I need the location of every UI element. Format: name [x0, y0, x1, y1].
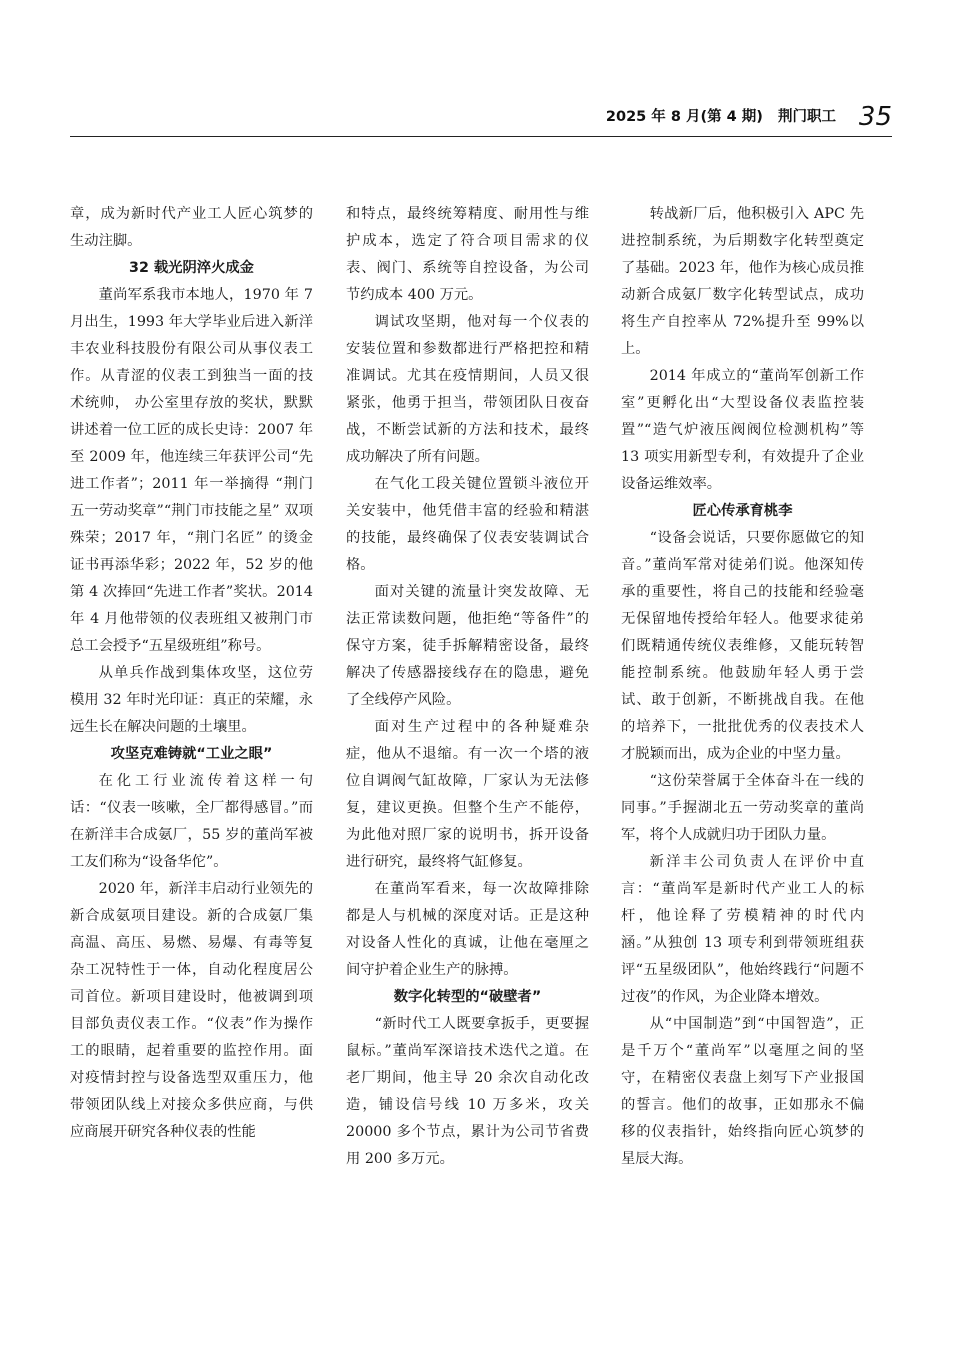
column-3: [621, 201, 864, 1173]
paragraph: “这份荣誉属于全体奋斗在一线的同事。”手握湖北五一劳动奖章的董尚军，将个人成就归功于团队力量。: [621, 773, 864, 843]
section-heading: 攻坚克难铸就“工业之眼”: [110, 746, 273, 762]
paragraph: 调试攻坚期，他对每一个仪表的安装位置和参数都进行严格把控和精准调试。尤其在疫情期间，人员又很紧张，他勇于担当，带领团队日夜奋战，不断尝试新的方法和技术，最终成功解决了所有问题。: [346, 314, 589, 465]
column-1: [70, 201, 313, 1146]
paragraph: 2014 年成立的“董尚军创新工作室”更孵化出“大型设备仪表监控装置”“造气炉液压阀阀位检测机构”等 13 项实用新型专利，有效提升了企业设备运维效率。: [621, 368, 864, 492]
paragraph: 从“中国制造”到“中国智造”，正是千万个“董尚军”以毫厘之间的坚守，在精密仪表盘上刻写下产业报国的誓言。他们的故事，正如那永不偏移的仪表指针，始终指向匠心筑梦的星辰大海。: [621, 1016, 864, 1167]
paragraph: 董尚军系我市本地人，1970 年 7 月出生，1993 年大学毕业后进入新洋丰农业科技股份有限公司从事仪表工作。从青涩的仪表工到独当一面的技术统帅， 办公室里存放的奖状，默默讲述着一位工匠的成长史诗：2007 年至 2009 年，他连续三年获评公司“先进工作者”；2011 年一举摘得 “荆门五一劳动奖章”“荆门市技能之星” 双项殊荣；2017 年，“荆门名匠” 的烫金证书再添华彩；2022 年，52 岁的他第 4 次捧回“先进工作者”奖状。2014 年 4 月他带领的仪表班组又被荆门市总工会授予“五星级班组”称号。: [70, 287, 313, 654]
journal-name: 荆门职工: [778, 109, 836, 125]
section-heading: 32 载光阴淬火成金: [129, 260, 254, 276]
paragraph: “新时代工人既要拿扳手，更要握鼠标。”董尚军深谙技术迭代之道。在老厂期间，他主导 20 余次自动化改造，铺设信号线 10 万多米，攻关 20000 多个节点，累计为公司节省费用 200 多万元。: [346, 1016, 589, 1167]
paragraph: 新洋丰公司负责人在评价中直言：“董尚军是新时代产业工人的标杆，他诠释了劳模精神的时代内涵。”从独创 13 项专利到带领班组获评“五星级团队”，他始终践行“问题不过夜”的作风，为企业降本增效。: [621, 854, 864, 1005]
paragraph: “设备会说话，只要你愿做它的知音。”董尚军常对徒弟们说。他深知传承的重要性，将自己的技能和经验毫无保留地传授给年轻人。他要求徒弟们既精通传统仪表维修，又能玩转智能控制系统。他鼓励年轻人勇于尝试、敢于创新，不断挑战自我。在他的培养下，一批批优秀的仪表技术人才脱颖而出，成为企业的中坚力量。: [621, 530, 864, 762]
paragraph: 在化工行业流传着这样一句话：“仪表一咳嗽，全厂都得感冒。”而在新洋丰合成氨厂，55 岁的董尚军被工友们称为“设备华佗”。: [70, 773, 313, 870]
page-number: 35: [858, 102, 892, 132]
paragraph: 面对生产过程中的各种疑难杂症，他从不退缩。有一次一个塔的液位自调阀气缸故障，厂家认为无法修复，建议更换。但整个生产不能停，为此他对照厂家的说明书，拆开设备进行研究，最终将气缸修复。: [346, 719, 589, 870]
section-heading: 匠心传承育桃李: [692, 503, 793, 519]
issue-date: 2025 年 8 月(第 4 期): [605, 109, 763, 125]
paragraph: 2020 年，新洋丰启动行业领先的新合成氨项目建设。新的合成氨厂集高温、高压、易燃、易爆、有毒等复杂工况特性于一体，自动化程度居公司首位。新项目建设时，他被调到项目部负责仪表工作。“仪表”作为操作工的眼睛，起着重要的监控作用。面对疫情封控与设备选型双重压力，他带领团队线上对接众多供应商，与供应商展开研究各种仪表的性能: [70, 881, 313, 1140]
column-2: [346, 201, 589, 1173]
paragraph: 和特点，最终统筹精度、耐用性与维护成本，选定了符合项目需求的仪表、阀门、系统等自控设备，为公司节约成本 400 万元。: [346, 206, 589, 303]
paragraph: 章，成为新时代产业工人匠心筑梦的生动注脚。: [70, 206, 313, 249]
paragraph: 从单兵作战到集体攻坚，这位劳模用 32 年时光印证：真正的荣耀，永远生长在解决问题的土壤里。: [70, 665, 313, 735]
paragraph: 转战新厂后，他积极引入 APC 先进控制系统，为后期数字化转型奠定了基础。2023 年，他作为核心成员推动新合成氨厂数字化转型试点，成功将生产自控率从 72%提升至 99%以上。: [621, 206, 864, 357]
paragraph: 在董尚军看来，每一次故障排除都是人与机械的深度对话。正是这种对设备人性化的真诚，让他在毫厘之间守护着企业生产的脉搏。: [346, 881, 589, 978]
paragraph: 在气化工段关键位置锁斗液位开关安装中，他凭借丰富的经验和精湛的技能，最终确保了仪表安装调试合格。: [346, 476, 589, 573]
header-info: [596, 105, 836, 126]
section-heading: 数字化转型的“破壁者”: [393, 989, 542, 1005]
running-header: [70, 92, 892, 137]
paragraph: 面对关键的流量计突发故障、无法正常读数问题，他拒绝“等备件”的保守方案，徒手拆解精密设备，最终解决了传感器接线存在的隐患，避免了全线停产风险。: [346, 584, 589, 708]
